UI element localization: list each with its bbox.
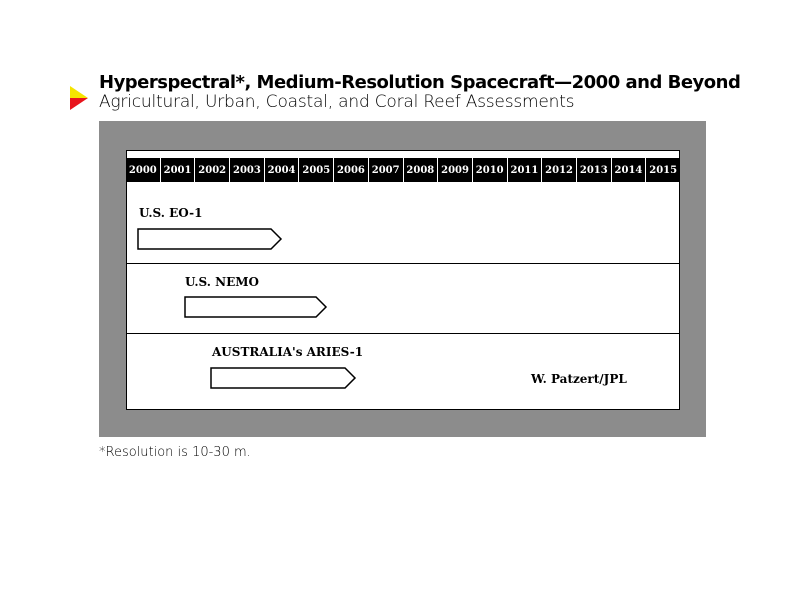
year-label: 2010 [472, 158, 507, 182]
bullet-triangle-icon [70, 86, 90, 110]
year-label: 2014 [611, 158, 646, 182]
year-label: 2015 [645, 158, 680, 182]
year-label: 2006 [333, 158, 368, 182]
year-label: 2000 [128, 164, 157, 176]
slide-subtitle: Agricultural, Urban, Coastal, and Coral Reef Assessments [99, 92, 575, 112]
row-divider [126, 333, 680, 334]
year-label: 2001 [160, 158, 195, 182]
mission-label-aries1: AUSTRALIA's ARIES-1 [212, 345, 364, 359]
row-divider [126, 263, 680, 264]
mission-label-nemo: U.S. NEMO [185, 275, 259, 289]
year-label: 2011 [507, 158, 542, 182]
year-label: 2004 [264, 158, 299, 182]
year-label: 2008 [403, 158, 438, 182]
year-label: 2007 [368, 158, 403, 182]
credit-text: W. Patzert/JPL [531, 372, 627, 386]
year-header-bar [126, 158, 680, 182]
mission-arrow-eo1 [137, 228, 283, 250]
slide-title: Hyperspectral*, Medium-Resolution Spacecraft—2000 and Beyond [99, 72, 741, 93]
mission-label-eo1: U.S. EO-1 [139, 206, 203, 220]
year-label: 2002 [194, 158, 229, 182]
year-label: 2009 [437, 158, 472, 182]
year-label: 2012 [541, 158, 576, 182]
mission-arrow-nemo [184, 296, 328, 318]
year-label: 2013 [576, 158, 611, 182]
year-label: 2005 [298, 158, 333, 182]
footnote: *Resolution is 10-30 m. [99, 445, 251, 460]
year-label: 2003 [229, 158, 264, 182]
mission-arrow-aries1 [210, 367, 357, 389]
